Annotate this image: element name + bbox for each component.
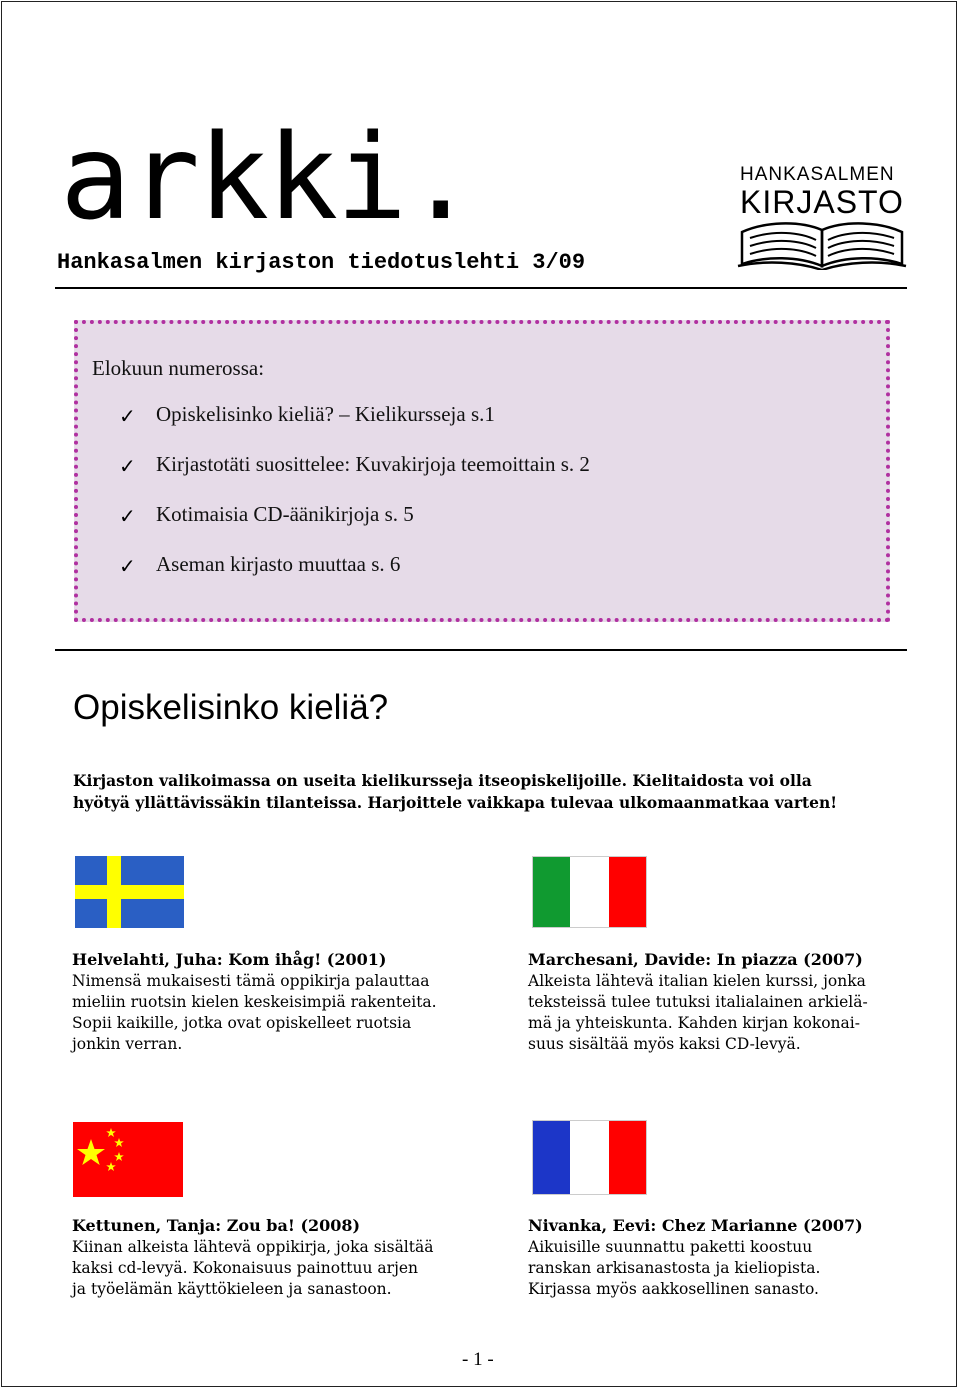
book-line: Kirjassa myös aakkosellinen sanasto. <box>528 1280 819 1298</box>
library-logo <box>732 164 908 274</box>
masthead-title: arkki. <box>60 108 475 246</box>
book-line: Sopii kaikille, jotka ovat opiskelleet ruotsia <box>72 1014 412 1032</box>
book-line: mieliin ruotsin kielen keskeisimpiä rakenteita. <box>72 993 437 1011</box>
book-title: Marchesani, Davide: In piazza (2007) <box>528 950 863 969</box>
contents-item-text: Kotimaisia CD-äänikirjoja s. 5 <box>156 502 414 526</box>
book-line: Aikuisille suunnattu paketti koostuu <box>528 1238 813 1256</box>
book-line: ja työelämän käyttökieleen ja sanastoon. <box>72 1280 392 1298</box>
book-line: kaksi cd-levyä. Kokonaisuus painottuu arjen <box>72 1259 419 1277</box>
sweden-flag <box>75 856 184 928</box>
book-description <box>72 1237 433 1300</box>
book-line: mä ja yhteiskunta. Kahden kirjan kokonai- <box>528 1014 860 1032</box>
book-title: Nivanka, Eevi: Chez Marianne (2007) <box>528 1216 863 1235</box>
book-line: Nimensä mukaisesti tämä oppikirja palauttaa <box>72 972 430 990</box>
section-rule <box>55 649 907 651</box>
book-line: Alkeista lähtevä italian kielen kurssi, jonka <box>528 972 866 990</box>
open-book-icon <box>736 220 908 270</box>
book-line: suus sisältää myös kaksi CD-levyä. <box>528 1035 801 1053</box>
contents-item-text: Aseman kirjasto muuttaa s. 6 <box>156 552 401 576</box>
book-title: Kettunen, Tanja: Zou ba! (2008) <box>72 1216 361 1235</box>
logo-line2: KIRJASTO <box>740 184 904 220</box>
intro-line: hyötyä yllättävissäkin tilanteissa. Harjoittele vaikkapa tulevaa ulkomaanmatkaa varten! <box>73 793 838 812</box>
header-rule <box>55 287 907 289</box>
page-number: - 1 - <box>462 1349 494 1370</box>
book-description <box>528 1237 820 1300</box>
book-line: teksteissä tulee tutuksi italialainen arkielä- <box>528 993 868 1011</box>
article-intro <box>73 770 893 814</box>
book-description <box>528 971 868 1055</box>
china-flag <box>73 1122 183 1197</box>
intro-line: Kirjaston valikoimassa on useita kielikursseja itseopiskelijoille. Kielitaidosta voi olla <box>73 771 812 790</box>
checkmark-icon: ✓ <box>119 404 136 428</box>
article-title: Opiskelisinko kieliä? <box>73 688 389 727</box>
book-description <box>72 971 437 1055</box>
book-title: Helvelahti, Juha: Kom ihåg! (2001) <box>72 950 387 969</box>
logo-line1: HANKASALMEN <box>740 164 895 185</box>
checkmark-icon: ✓ <box>119 554 136 578</box>
checkmark-icon: ✓ <box>119 504 136 528</box>
france-flag <box>532 1120 647 1195</box>
contents-box <box>74 320 890 622</box>
book-line: ranskan arkisanastosta ja kieliopista. <box>528 1259 821 1277</box>
checkmark-icon: ✓ <box>119 454 136 478</box>
italy-flag <box>532 856 647 928</box>
book-line: Kiinan alkeista lähtevä oppikirja, joka sisältää <box>72 1238 434 1256</box>
contents-item-text: Kirjastotäti suosittelee: Kuvakirjoja teemoittain s. 2 <box>156 452 590 476</box>
contents-heading: Elokuun numerossa: <box>92 356 265 380</box>
book-line: jonkin verran. <box>72 1035 183 1053</box>
contents-item-text: Opiskelisinko kieliä? – Kielikursseja s.1 <box>156 402 495 426</box>
masthead-subtitle: Hankasalmen kirjaston tiedotuslehti 3/09 <box>57 250 586 275</box>
